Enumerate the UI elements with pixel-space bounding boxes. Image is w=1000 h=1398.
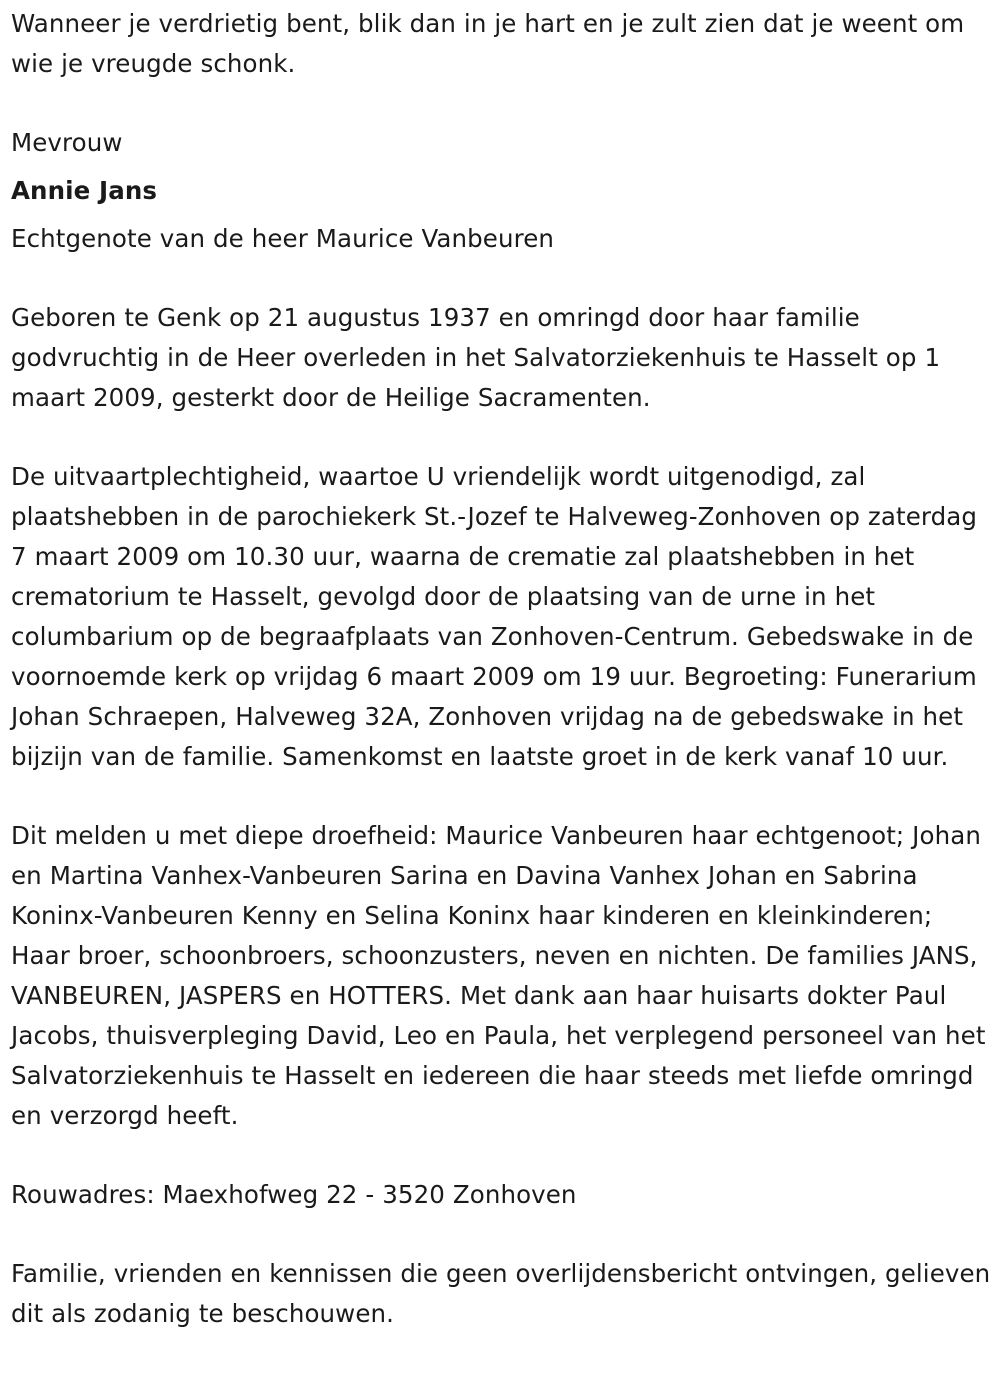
closing-paragraph: Familie, vrienden en kennissen die geen overlijdensbericht ontvingen, gelieven dit als zodanig te beschouwen. (11, 1259, 991, 1328)
spouse-line: Echtgenote van de heer Maurice Vanbeuren (11, 224, 555, 253)
deceased-name: Annie Jans (11, 176, 158, 205)
mourning-address: Rouwadres: Maexhofweg 22 - 3520 Zonhoven (11, 1180, 577, 1209)
spacer (11, 418, 996, 457)
spacer (11, 777, 996, 816)
obituary-document (11, 4, 996, 1334)
funeral-paragraph: De uitvaartplechtigheid, waartoe U vriendelijk wordt uitgenodigd, zal plaatshebben in de parochiekerk St.-Jozef te Halveweg-Zonhoven op zaterdag 7 maart 2009 om 10.30 uur, waarna de crematie zal plaatshebben in het crematorium te Hasselt, gevolgd door de plaatsing van de urne in het columbarium op de begraafplaats van Zonhoven-Centrum. Gebedswake in de voornoemde kerk op vrijdag 6 maart 2009 om 19 uur. Begroeting: Funerarium Johan Schraepen, Halveweg 32A, Zonhoven vrijdag na de gebedswake in het bijzijn van de familie. Samenkomst en laatste groet in de kerk vanaf 10 uur. (11, 462, 978, 771)
family-paragraph: Dit melden u met diepe droefheid: Maurice Vanbeuren haar echtgenoot; Johan en Martina Vanhex-Vanbeuren Sarina en Davina Vanhex Johan en Sabrina Koninx-Vanbeuren Kenny en Selina Koninx haar kinderen en kleinkinderen; Haar broer, schoonbroers, schoonzusters, neven en nichten. De families JANS, VANBEUREN, JASPERS en HOTTERS. Met dank aan haar huisarts dokter Paul Jacobs, thuisverpleging David, Leo en Paula, het verplegend personeel van het Salvatorziekenhuis te Hasselt en iedereen die haar steeds met liefde omringd en verzorgd heeft. (11, 821, 986, 1130)
spacer (11, 1136, 996, 1175)
spacer (11, 84, 996, 123)
birth-death-paragraph: Geboren te Genk op 21 augustus 1937 en omringd door haar familie godvruchtig in de Heer overleden in het Salvatorziekenhuis te Hasselt op 1 maart 2009, gesterkt door de Heilige Sacramenten. (11, 303, 941, 412)
spacer (11, 259, 996, 298)
salutation: Mevrouw (11, 128, 123, 157)
spacer (11, 1215, 996, 1254)
opening-quote: Wanneer je verdrietig bent, blik dan in je hart en je zult zien dat je weent om wie je vreugde schonk. (11, 9, 965, 78)
